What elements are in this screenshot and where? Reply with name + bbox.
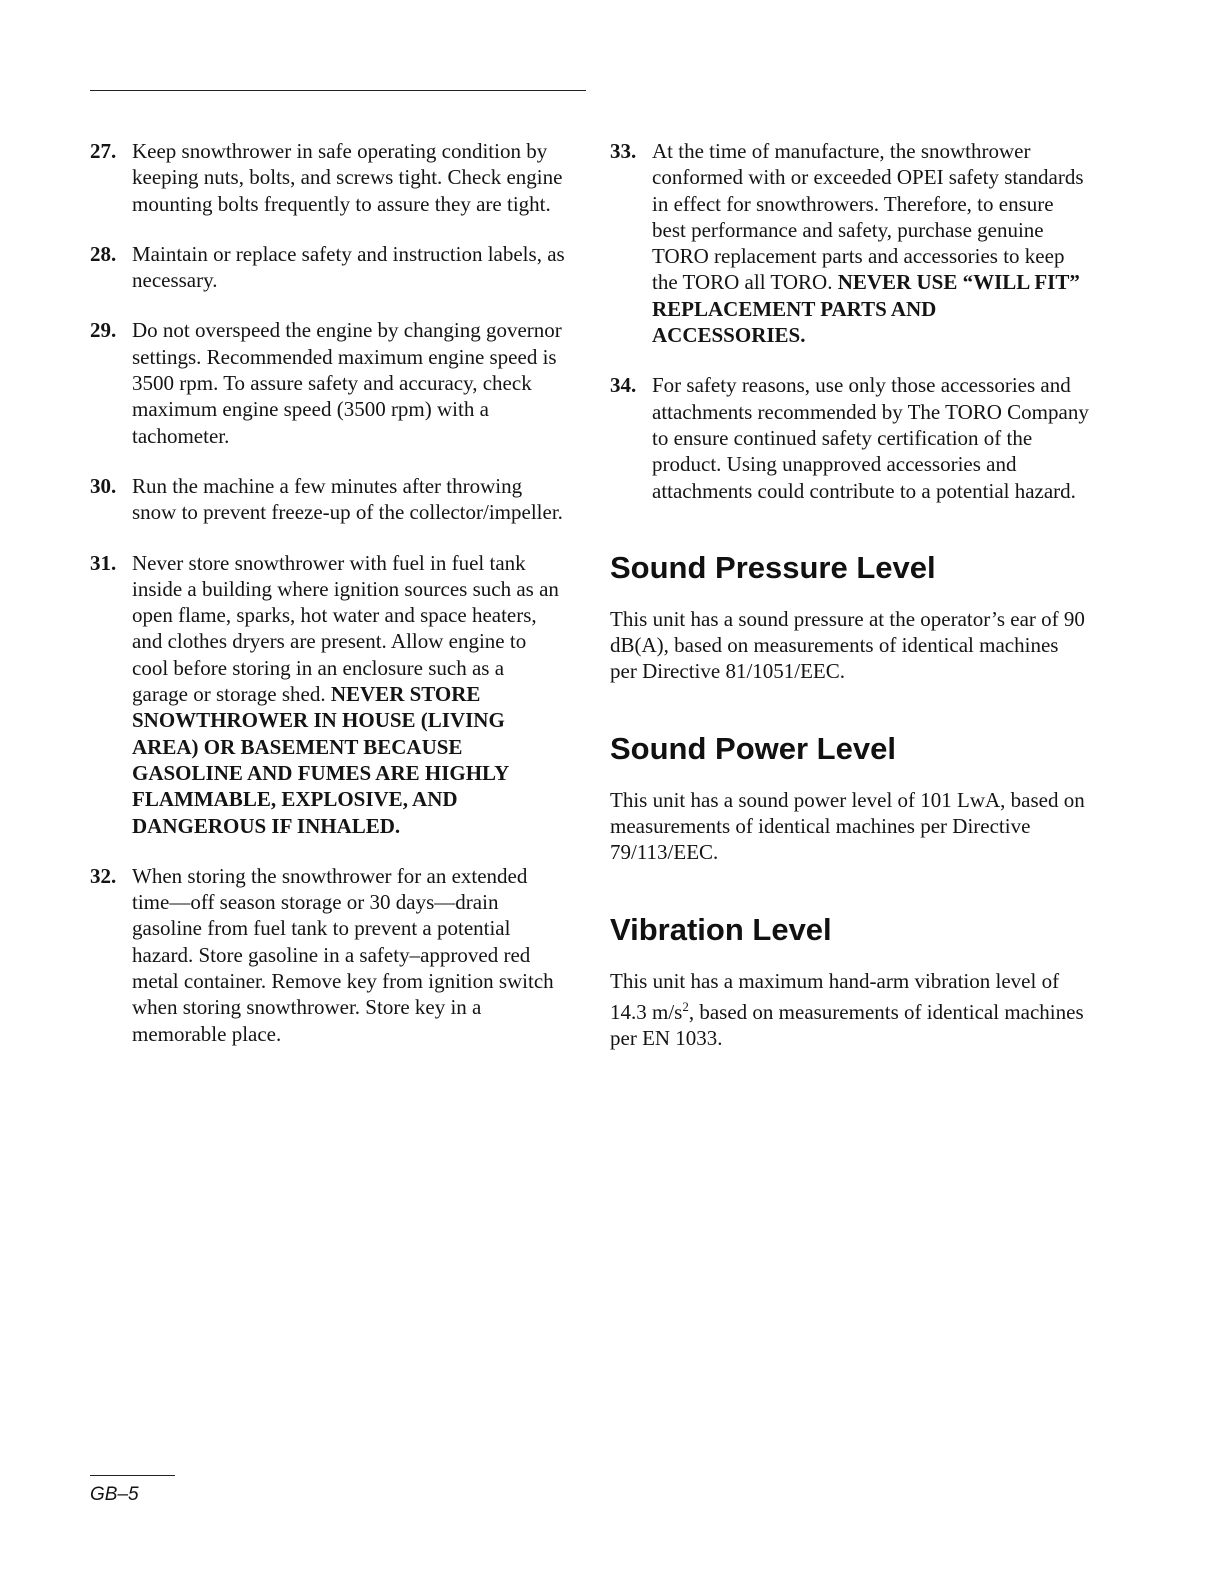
item-text: For safety reasons, use only those accessories and attachments recommended by The TORO Company to ensure continued safety certification of the product. Using unapproved accessories and attachments could contribute to a potential hazard. [652, 373, 1089, 503]
item-number: 33. [610, 139, 637, 163]
list-item-32 [90, 863, 565, 1047]
item-text: Do not overspeed the engine by changing governor settings. Recommended maximum engine speed is 3500 rpm. To assure safety and accuracy, check maximum engine speed (3500 rpm) with a tachometer. [132, 318, 562, 448]
vibration-superscript: 2 [682, 998, 689, 1014]
item-number: 34. [610, 373, 637, 398]
item-number: 27. [90, 139, 117, 163]
vibration-text-start: This unit has a maximum hand-arm vibration level of 14.3 m/s [610, 968, 1060, 1024]
vibration-text-end: , based on measurements of identical machines per EN 1033. [610, 999, 1084, 1051]
list-item-31 [90, 550, 565, 839]
list-item-29 [90, 317, 565, 448]
item-text: Maintain or replace safety and instruction labels, as necessary. [132, 241, 565, 293]
item-text: When storing the snowthrower for an extended time—off season storage or 30 days—drain gasoline from fuel tank to prevent a potential hazard. Store gasoline in a safety–approved red metal container. Remove key from ignition switch when storing snowthrower. Store key in a memorable place. [132, 863, 554, 1046]
right-column [610, 138, 1090, 1052]
item-text: At the time of manufacture, the snowthrower conformed with or exceeded OPEI safety standards in effect for snowthrowers. Therefore, to ensure best performance and safety, purchase genuine TORO replacement parts and accessories to keep the TORO all TORO. [652, 139, 1084, 295]
item-text: Never store snowthrower with fuel in fuel tank inside a building where ignition sources such as an open flame, sparks, hot water and space heaters, and clothes dryers are present. Allow engine to cool before storing in an enclosure such as a garage or storage shed. [132, 550, 559, 707]
list-item-34 [610, 372, 1090, 503]
item-number: 29. [90, 318, 117, 343]
item-text: Keep snowthrower in safe operating condition by keeping nuts, bolts, and screws tight. Check engine mounting bolts frequently to assure they are tight. [132, 139, 563, 216]
item-number: 28. [90, 241, 117, 266]
item-warning: NEVER STORE SNOWTHROWER IN HOUSE (LIVING AREA) OR BASEMENT BECAUSE GASOLINE AND FUMES ARE HIGHLY FLAMMABLE, EXPLOSIVE, AND DANGEROUS IF INHALED. [132, 682, 509, 838]
page-number: GB–5 [90, 1484, 139, 1505]
list-item-30 [90, 473, 565, 526]
list-item-28 [90, 241, 565, 294]
section-heading-sound-pressure: Sound Pressure Level [610, 549, 936, 585]
left-column [90, 138, 565, 1071]
footer-rule [90, 1475, 175, 1476]
section-body-vibration [610, 968, 1090, 1052]
list-item-33 [610, 138, 1090, 348]
item-warning: NEVER USE “WILL FIT” REPLACEMENT PARTS AND ACCESSORIES. [652, 270, 1080, 348]
item-number: 30. [90, 473, 117, 498]
section-heading-sound-power: Sound Power Level [610, 730, 896, 766]
header-rule [90, 90, 586, 91]
list-item-27 [90, 138, 565, 217]
section-heading-vibration: Vibration Level [610, 911, 832, 947]
item-text: Run the machine a few minutes after throwing snow to prevent freeze-up of the collector/impeller. [132, 473, 563, 525]
section-body-sound-power: This unit has a sound power level of 101 LwA, based on measurements of identical machines per Directive 79/113/EEC. [610, 787, 1085, 865]
section-body-sound-pressure: This unit has a sound pressure at the operator’s ear of 90 dB(A), based on measurements of identical machines per Directive 81/1051/EEC. [610, 606, 1085, 684]
item-number: 32. [90, 863, 117, 888]
item-number: 31. [90, 550, 117, 575]
